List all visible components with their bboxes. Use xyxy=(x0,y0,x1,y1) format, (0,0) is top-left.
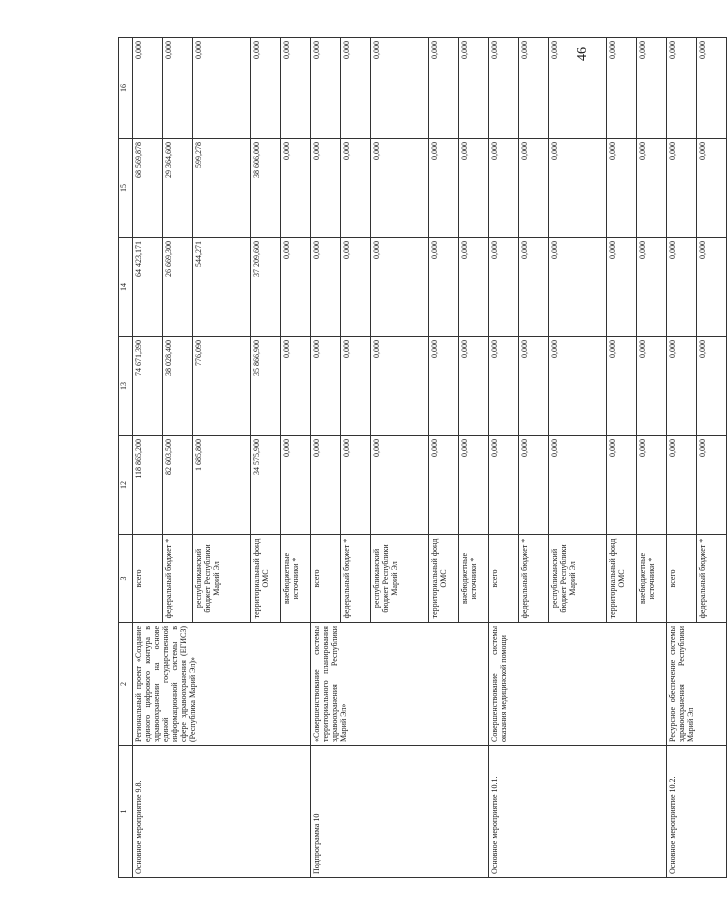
funding-source-cell: федеральный бюджет * xyxy=(163,535,193,623)
activity-label-cell: Основное мероприятие 10.1. xyxy=(489,746,667,878)
amount-cell: 0,000 xyxy=(193,38,251,139)
amount-cell: 0,000 xyxy=(519,38,549,139)
budget-table xyxy=(118,37,727,878)
amount-cell: 0,000 xyxy=(549,139,607,238)
amount-cell: 0,000 xyxy=(489,38,519,139)
amount-cell: 0,000 xyxy=(549,238,607,337)
amount-cell: 37 209,600 xyxy=(251,238,281,337)
header-cell: 13 xyxy=(119,337,133,436)
amount-cell: 0,000 xyxy=(489,436,519,535)
amount-cell: 776,090 xyxy=(193,337,251,436)
funding-source-cell: республиканский бюджет Республики Марий Эл xyxy=(549,535,607,623)
amount-cell: 64 423,171 xyxy=(133,238,163,337)
amount-cell: 0,000 xyxy=(489,139,519,238)
funding-source-cell: республиканский бюджет Республики Марий Эл xyxy=(193,535,251,623)
header-cell: 16 xyxy=(119,38,133,139)
amount-cell: 0,000 xyxy=(371,238,429,337)
amount-cell: 544,271 xyxy=(193,238,251,337)
funding-source-cell: республиканский бюджет Республики Марий Эл xyxy=(371,535,429,623)
table-body xyxy=(133,38,727,878)
amount-cell: 0,000 xyxy=(667,436,697,535)
amount-cell: 0,000 xyxy=(311,139,341,238)
activity-label-cell: Основное мероприятие 9.8. xyxy=(133,746,311,878)
amount-cell: 0,000 xyxy=(697,337,727,436)
table-row xyxy=(667,38,697,878)
amount-cell: 0,000 xyxy=(607,238,637,337)
funding-source-cell: территориальный фонд ОМС xyxy=(251,535,281,623)
header-cell: 15 xyxy=(119,139,133,238)
amount-cell: 0,000 xyxy=(667,238,697,337)
funding-source-cell: внебюджетные источники * xyxy=(637,535,667,623)
amount-cell: 0,000 xyxy=(459,238,489,337)
amount-cell: 0,000 xyxy=(519,436,549,535)
amount-cell: 0,000 xyxy=(607,436,637,535)
funding-source-cell: внебюджетные источники * xyxy=(281,535,311,623)
amount-cell: 0,000 xyxy=(459,139,489,238)
amount-cell: 0,000 xyxy=(281,337,311,436)
amount-cell: 0,000 xyxy=(697,238,727,337)
funding-source-cell: федеральный бюджет * xyxy=(519,535,549,623)
amount-cell: 0,000 xyxy=(549,337,607,436)
amount-cell: 0,000 xyxy=(697,38,727,139)
funding-source-cell: внебюджетные источники * xyxy=(459,535,489,623)
amount-cell: 38 028,400 xyxy=(163,337,193,436)
amount-cell: 34 575,900 xyxy=(251,436,281,535)
amount-cell: 0,000 xyxy=(697,436,727,535)
amount-cell: 0,000 xyxy=(311,337,341,436)
amount-cell: 0,000 xyxy=(311,436,341,535)
amount-cell: 68 569,878 xyxy=(133,139,163,238)
activity-name-cell: Совершенствование системы оказания медицинской помощи xyxy=(489,623,667,746)
amount-cell: 74 671,390 xyxy=(133,337,163,436)
amount-cell: 0,000 xyxy=(637,238,667,337)
amount-cell: 0,000 xyxy=(667,337,697,436)
amount-cell: 0,000 xyxy=(371,436,429,535)
amount-cell: 0,000 xyxy=(341,337,371,436)
funding-source-cell: всего xyxy=(667,535,697,623)
funding-source-cell: всего xyxy=(489,535,519,623)
amount-cell: 0,000 xyxy=(429,436,459,535)
amount-cell: 0,000 xyxy=(311,38,341,139)
amount-cell: 0,000 xyxy=(281,139,311,238)
table-row xyxy=(133,38,163,878)
amount-cell: 0,000 xyxy=(637,38,667,139)
amount-cell: 0,000 xyxy=(281,38,311,139)
amount-cell: 0,000 xyxy=(549,436,607,535)
amount-cell: 29 364,600 xyxy=(163,139,193,238)
amount-cell: 0,000 xyxy=(637,337,667,436)
amount-cell: 0,000 xyxy=(341,238,371,337)
amount-cell: 0,000 xyxy=(341,436,371,535)
amount-cell: 0,000 xyxy=(459,436,489,535)
amount-cell: 0,000 xyxy=(549,38,607,139)
funding-source-cell: территориальный фонд ОМС xyxy=(607,535,637,623)
header-cell: 2 xyxy=(119,623,133,746)
activity-name-cell: Ресурсное обеспечение системы здравоохранения Республики Марий Эл xyxy=(667,623,727,746)
amount-cell: 0,000 xyxy=(371,38,429,139)
amount-cell: 0,000 xyxy=(311,238,341,337)
amount-cell: 0,000 xyxy=(519,238,549,337)
amount-cell: 0,000 xyxy=(163,38,193,139)
amount-cell: 0,000 xyxy=(489,337,519,436)
table-header-row xyxy=(119,38,133,878)
amount-cell: 82 603,500 xyxy=(163,436,193,535)
amount-cell: 0,000 xyxy=(281,238,311,337)
amount-cell: 35 866,900 xyxy=(251,337,281,436)
table-row xyxy=(489,38,519,878)
amount-cell: 0,000 xyxy=(281,436,311,535)
amount-cell: 0,000 xyxy=(637,436,667,535)
amount-cell: 0,000 xyxy=(667,139,697,238)
activity-label-cell: Подпрограмма 10 xyxy=(311,746,489,878)
amount-cell: 0,000 xyxy=(429,38,459,139)
header-cell: 3 xyxy=(119,535,133,623)
amount-cell: 0,000 xyxy=(667,38,697,139)
table-row xyxy=(311,38,341,878)
amount-cell: 0,000 xyxy=(607,38,637,139)
funding-source-cell: федеральный бюджет * xyxy=(341,535,371,623)
amount-cell: 26 669,300 xyxy=(163,238,193,337)
header-cell: 14 xyxy=(119,238,133,337)
activity-label-cell: Основное мероприятие 10.2. xyxy=(667,746,727,878)
activity-name-cell: Региональный проект «Создание единого цифрового контура в здравоохранении на основе единой государственной информационной системы в сфере здравоохранения (ЕГИСЗ) (Республика Марий Эл)» xyxy=(133,623,311,746)
amount-cell: 0,000 xyxy=(607,139,637,238)
amount-cell: 0,000 xyxy=(459,38,489,139)
activity-name-cell: «Совершенствование системы территориального планирования здравоохранения Республики Марий Эл» xyxy=(311,623,489,746)
funding-source-cell: территориальный фонд ОМС xyxy=(429,535,459,623)
amount-cell: 0,000 xyxy=(637,139,667,238)
funding-source-cell: всего xyxy=(311,535,341,623)
funding-source-cell: всего xyxy=(133,535,163,623)
amount-cell: 0,000 xyxy=(341,139,371,238)
amount-cell: 0,000 xyxy=(429,139,459,238)
amount-cell: 0,000 xyxy=(519,139,549,238)
header-cell: 12 xyxy=(119,436,133,535)
amount-cell: 118 865,200 xyxy=(133,436,163,535)
amount-cell: 0,000 xyxy=(697,139,727,238)
amount-cell: 0,000 xyxy=(607,337,637,436)
page-number: 46 xyxy=(575,47,590,61)
amount-cell: 38 606,000 xyxy=(251,139,281,238)
amount-cell: 0,000 xyxy=(371,337,429,436)
amount-cell: 0,000 xyxy=(489,238,519,337)
amount-cell: 0,000 xyxy=(519,337,549,436)
amount-cell: 0,000 xyxy=(341,38,371,139)
amount-cell: 0,000 xyxy=(459,337,489,436)
amount-cell: 0,000 xyxy=(429,337,459,436)
amount-cell: 0,000 xyxy=(133,38,163,139)
amount-cell: 0,000 xyxy=(371,139,429,238)
amount-cell: 0,000 xyxy=(429,238,459,337)
amount-cell: 1 685,800 xyxy=(193,436,251,535)
funding-source-cell: федеральный бюджет * xyxy=(697,535,727,623)
header-cell: 1 xyxy=(119,746,133,878)
amount-cell: 0,000 xyxy=(251,38,281,139)
amount-cell: 599,278 xyxy=(193,139,251,238)
